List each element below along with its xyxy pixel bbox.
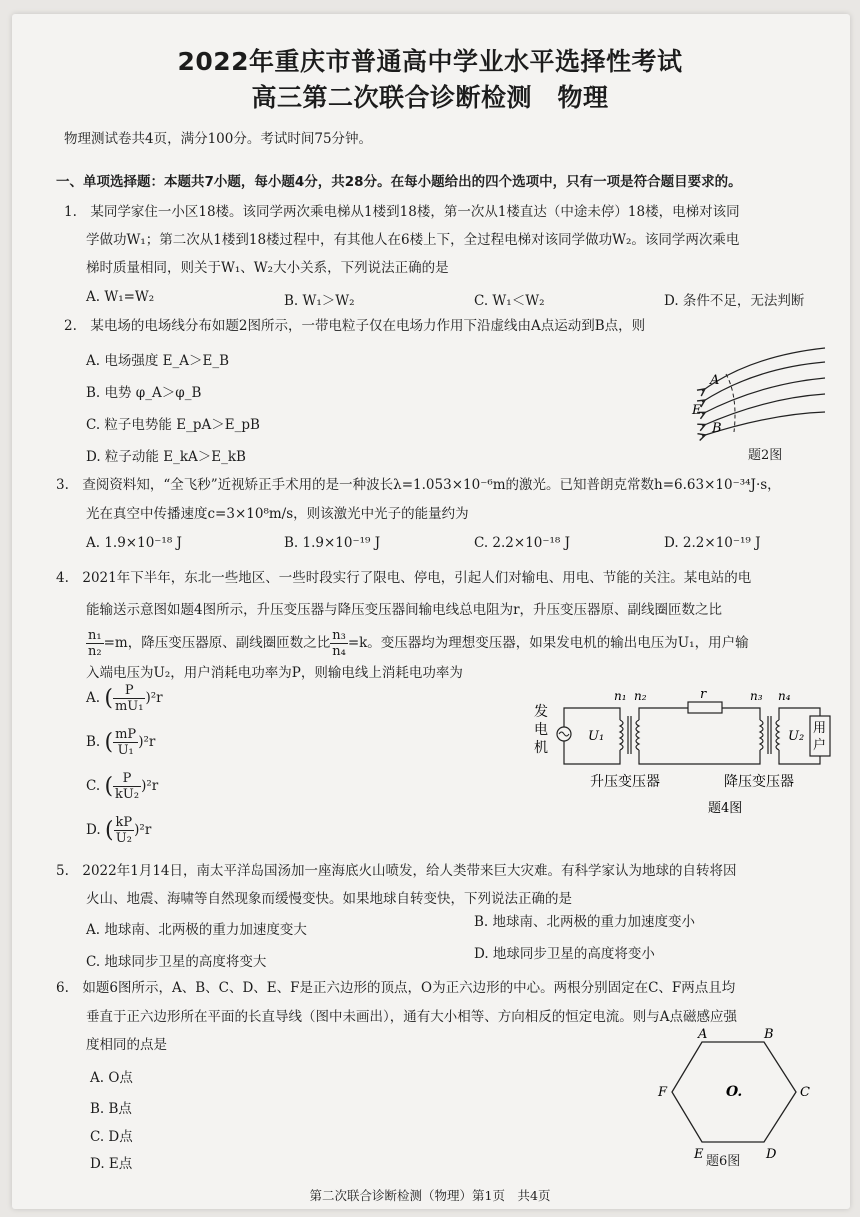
q6-fig-d: D: [766, 1147, 777, 1162]
q6-line1: 6. 如题6图所示，A、B、C、D、E、F是正六边形的顶点，O为正六边形的中心。两根分别固定在C、F两点且均: [56, 980, 736, 996]
q2-option-a: A. 电场强度 E_A＞E_B: [86, 353, 230, 369]
q2-option-c: C. 粒子电势能 E_pA＞E_pB: [86, 417, 260, 433]
section-heading: 一、单项选择题：本题共7小题，每小题4分，共28分。在每小题给出的四个选项中，只有一项是符合题目要求的。: [56, 174, 742, 190]
q6-hexagon-figure: [656, 1028, 826, 1168]
q2-option-d: D. 粒子动能 E_kA＞E_kB: [86, 449, 246, 465]
q6-fig-caption: 题6图: [706, 1154, 741, 1169]
q6-option-b: B. B点: [90, 1101, 132, 1117]
q1-line2: 学做功W₁；第二次从1楼到18楼过程中，有其他人在6楼上下，全过程电梯对该同学做功W₂。该同学两次乘电: [86, 232, 740, 248]
q4-line1: 4. 2021年下半年，东北一些地区、一些时段实行了限电、停电，引起人们对输电、用电、节能的关注。某电站的电: [56, 570, 752, 586]
q4-fig-user-1: 用: [813, 721, 827, 736]
q6-fig-a: A: [698, 1028, 708, 1042]
q3-option-b: B. 1.9×10⁻¹⁹ J: [284, 535, 381, 551]
q5-option-c: C. 地球同步卫星的高度将变大: [86, 954, 267, 970]
exam-title-line1: 2022年重庆市普通高中学业水平选择性考试: [177, 47, 683, 76]
q2-field-figure: [660, 336, 830, 446]
q4-fig-n4: n₄: [778, 689, 791, 703]
q4-fig-user-2: 户: [813, 738, 827, 753]
q6-option-a: A. O点: [90, 1070, 133, 1086]
line-resistor: [688, 702, 722, 713]
q5-line1: 5. 2022年1月14日，南太平洋岛国汤加一座海底火山喷发，给人类带来巨大灾难。有科学家认为地球的自转将因: [56, 863, 737, 879]
q5-option-b: B. 地球南、北两极的重力加速度变小: [474, 914, 696, 930]
q1-line1: 1. 某同学家住一小区18楼。该同学两次乘电梯从1楼到18楼，第一次从1楼直达（中途未停）18楼，电梯对该同: [64, 204, 740, 220]
q4-fig-gen-3: 机: [534, 740, 548, 756]
q6-fig-e: E: [694, 1147, 704, 1162]
q2-fig-caption: 题2图: [748, 448, 783, 463]
q6-fig-c: C: [800, 1085, 810, 1100]
exam-intro: 物理测试卷共4页，满分100分。考试时间75分钟。: [64, 131, 373, 147]
q4-fig-n2: n₂: [634, 689, 647, 703]
q4-ratio-k: $\frac{\text{n₃}}{\text{n₄}}$: [332, 628, 346, 659]
q4-fig-gen-2: 电: [534, 722, 548, 738]
q6-option-d: D. E点: [90, 1156, 133, 1172]
q5-option-d: D. 地球同步卫星的高度将变小: [474, 946, 655, 962]
page-footer: 第二次联合诊断检测（物理）第1页 共4页: [309, 1188, 551, 1203]
q4-line3: $\frac{\text{n₁}}{\text{n₂}}$ =m，降压变压器原、副线圈匝数之比 $\frac{\text{n₃}}{\text{n₄}}$ =k。变压器均为理想变压器，如果发电机的输出电压为U₁，用户输: [88, 628, 749, 659]
q5-option-a: A. 地球南、北两极的重力加速度变大: [86, 922, 307, 938]
q2-option-b: B. 电势 φ_A＞φ_B: [86, 385, 202, 401]
q6-fig-f: F: [658, 1085, 668, 1100]
q6-line3: 度相同的点是: [86, 1037, 167, 1053]
q6-fig-o: O.: [726, 1084, 743, 1100]
q4-transmission-figure: [528, 686, 838, 836]
q1-option-b: B. W₁＞W₂: [284, 293, 355, 309]
q4-line2: 能输送示意图如题4图所示，升压变压器与降压变压器间输电线总电阻为r，升压变压器原、副线圈匝数之比: [86, 602, 723, 618]
q2-fig-label-e: E: [692, 403, 702, 418]
q4-fig-step-up: 升压变压器: [590, 774, 660, 790]
q3-line2: 光在真空中传播速度c=3×10⁸m/s，则该激光中光子的能量约为: [86, 506, 469, 522]
q4-fig-u1: U₁: [588, 729, 605, 744]
q2-line1: 2. 某电场的电场线分布如题2图所示，一带电粒子仅在电场力作用下沿虚线由A点运动到B点，则: [64, 318, 646, 334]
q3-option-a: A. 1.9×10⁻¹⁸ J: [86, 535, 182, 551]
q1-option-c: C. W₁＜W₂: [474, 293, 545, 309]
q4-line4: 入端电压为U₂，用户消耗电功率为P，则输电线上消耗电功率为: [86, 665, 463, 681]
q5-line2: 火山、地震、海啸等自然现象而缓慢变快。如果地球自转变快，下列说法正确的是: [86, 891, 572, 907]
q4-fig-r: r: [700, 687, 707, 702]
q4-fig-n3: n₃: [750, 689, 763, 703]
q6-line2: 垂直于正六边形所在平面的长直导线（图中未画出），通有大小相等、方向相反的恒定电流。则与A点磁感应强: [86, 1009, 737, 1025]
q4-fig-gen-1: 发: [534, 704, 548, 720]
q4-fig-caption: 题4图: [708, 801, 743, 816]
q2-fig-label-a: A: [710, 373, 720, 388]
q3-line1: 3. 查阅资料知，“全飞秒”近视矫正手术用的是一种波长λ=1.053×10⁻⁶m的激光。已知普朗克常数h=6.63×10⁻³⁴J·s，: [56, 477, 781, 493]
q4-option-c: C. ( $\frac{P}{\text{kU₂}}$ )²r: [86, 771, 159, 802]
q1-option-a: A. W₁=W₂: [86, 289, 155, 305]
q4-option-d: D. ( $\frac{kP}{\text{U₂}}$ )²r: [86, 815, 152, 846]
q4-option-b: B. ( $\frac{mP}{\text{U₁}}$ )²r: [86, 727, 156, 758]
q2-fig-label-b: B: [712, 421, 722, 436]
q6-fig-b: B: [764, 1028, 774, 1042]
q3-option-d: D. 2.2×10⁻¹⁹ J: [664, 535, 761, 551]
q1-option-d: D. 条件不足，无法判断: [664, 293, 805, 309]
q6-option-c: C. D点: [90, 1129, 133, 1145]
q4-option-a: A. ( $\frac{P}{\text{mU₁}}$ )²r: [86, 683, 163, 714]
q4-ratio-m: $\frac{\text{n₁}}{\text{n₂}}$: [88, 628, 102, 659]
q4-fig-n1: n₁: [614, 689, 627, 703]
q4-fig-step-down: 降压变压器: [724, 774, 794, 790]
q3-option-c: C. 2.2×10⁻¹⁸ J: [474, 535, 571, 551]
q4-fig-u2: U₂: [788, 729, 805, 744]
exam-title-line2: 高三第二次联合诊断检测 物理: [251, 83, 609, 112]
q1-line3: 梯时质量相同，则关于W₁、W₂大小关系，下列说法正确的是: [86, 260, 449, 276]
